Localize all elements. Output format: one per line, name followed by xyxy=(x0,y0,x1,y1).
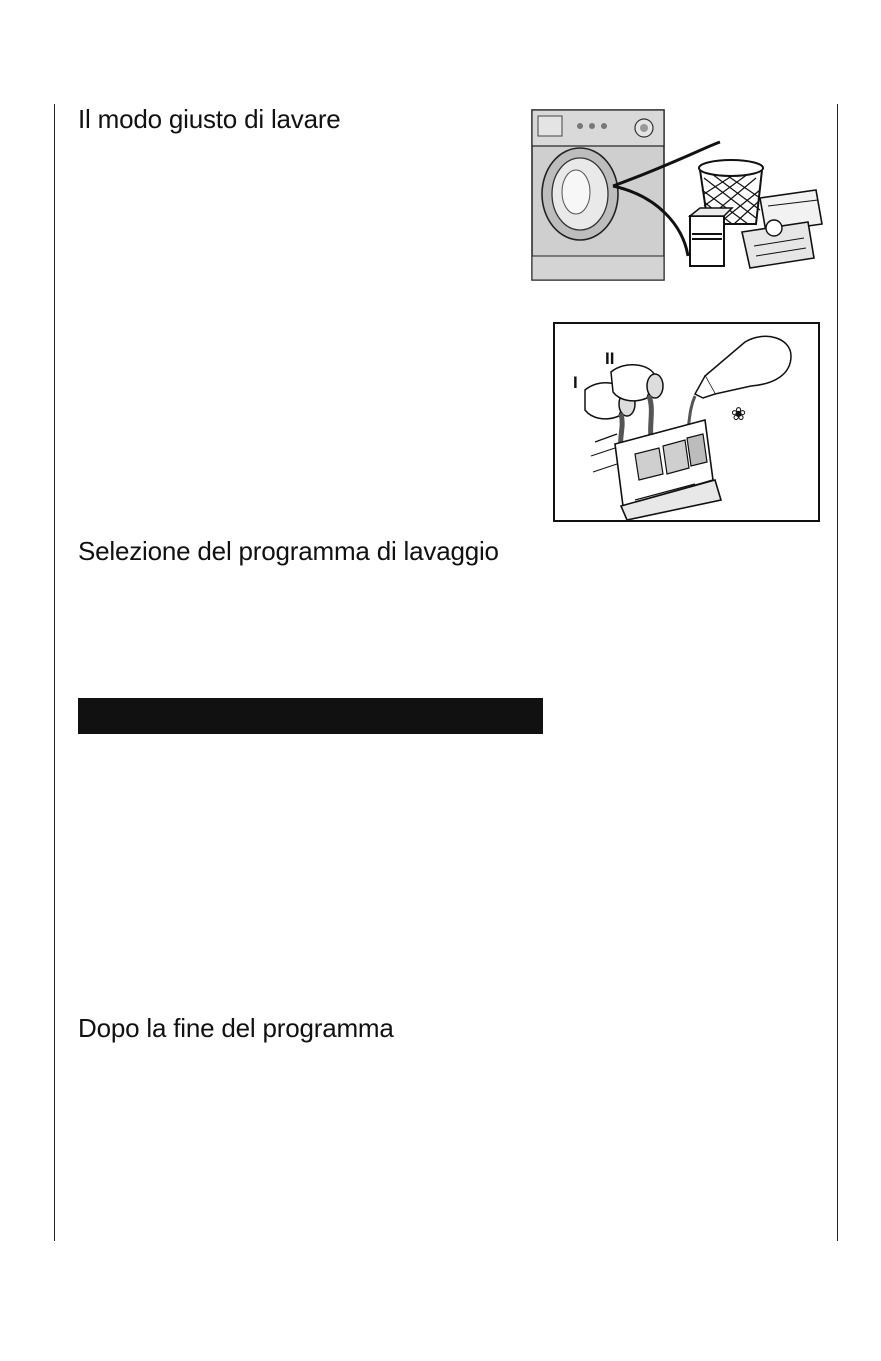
section-heading-washing: Il modo giusto di lavare xyxy=(78,104,341,134)
section-heading-after-program: Dopo la fine del programma xyxy=(78,1013,394,1043)
right-margin-rule xyxy=(837,104,838,1241)
section-heading-program-selection: Selezione del programma di lavaggio xyxy=(78,536,499,566)
washing-machine-illustration xyxy=(518,106,824,286)
wash-compartment-label: II xyxy=(605,349,615,368)
section-band xyxy=(78,698,543,734)
softener-symbol-icon: ❀ xyxy=(731,404,747,425)
prewash-compartment-label: I xyxy=(573,373,578,392)
detergent-drawer-illustration xyxy=(553,322,820,522)
left-margin-rule xyxy=(54,104,55,1241)
